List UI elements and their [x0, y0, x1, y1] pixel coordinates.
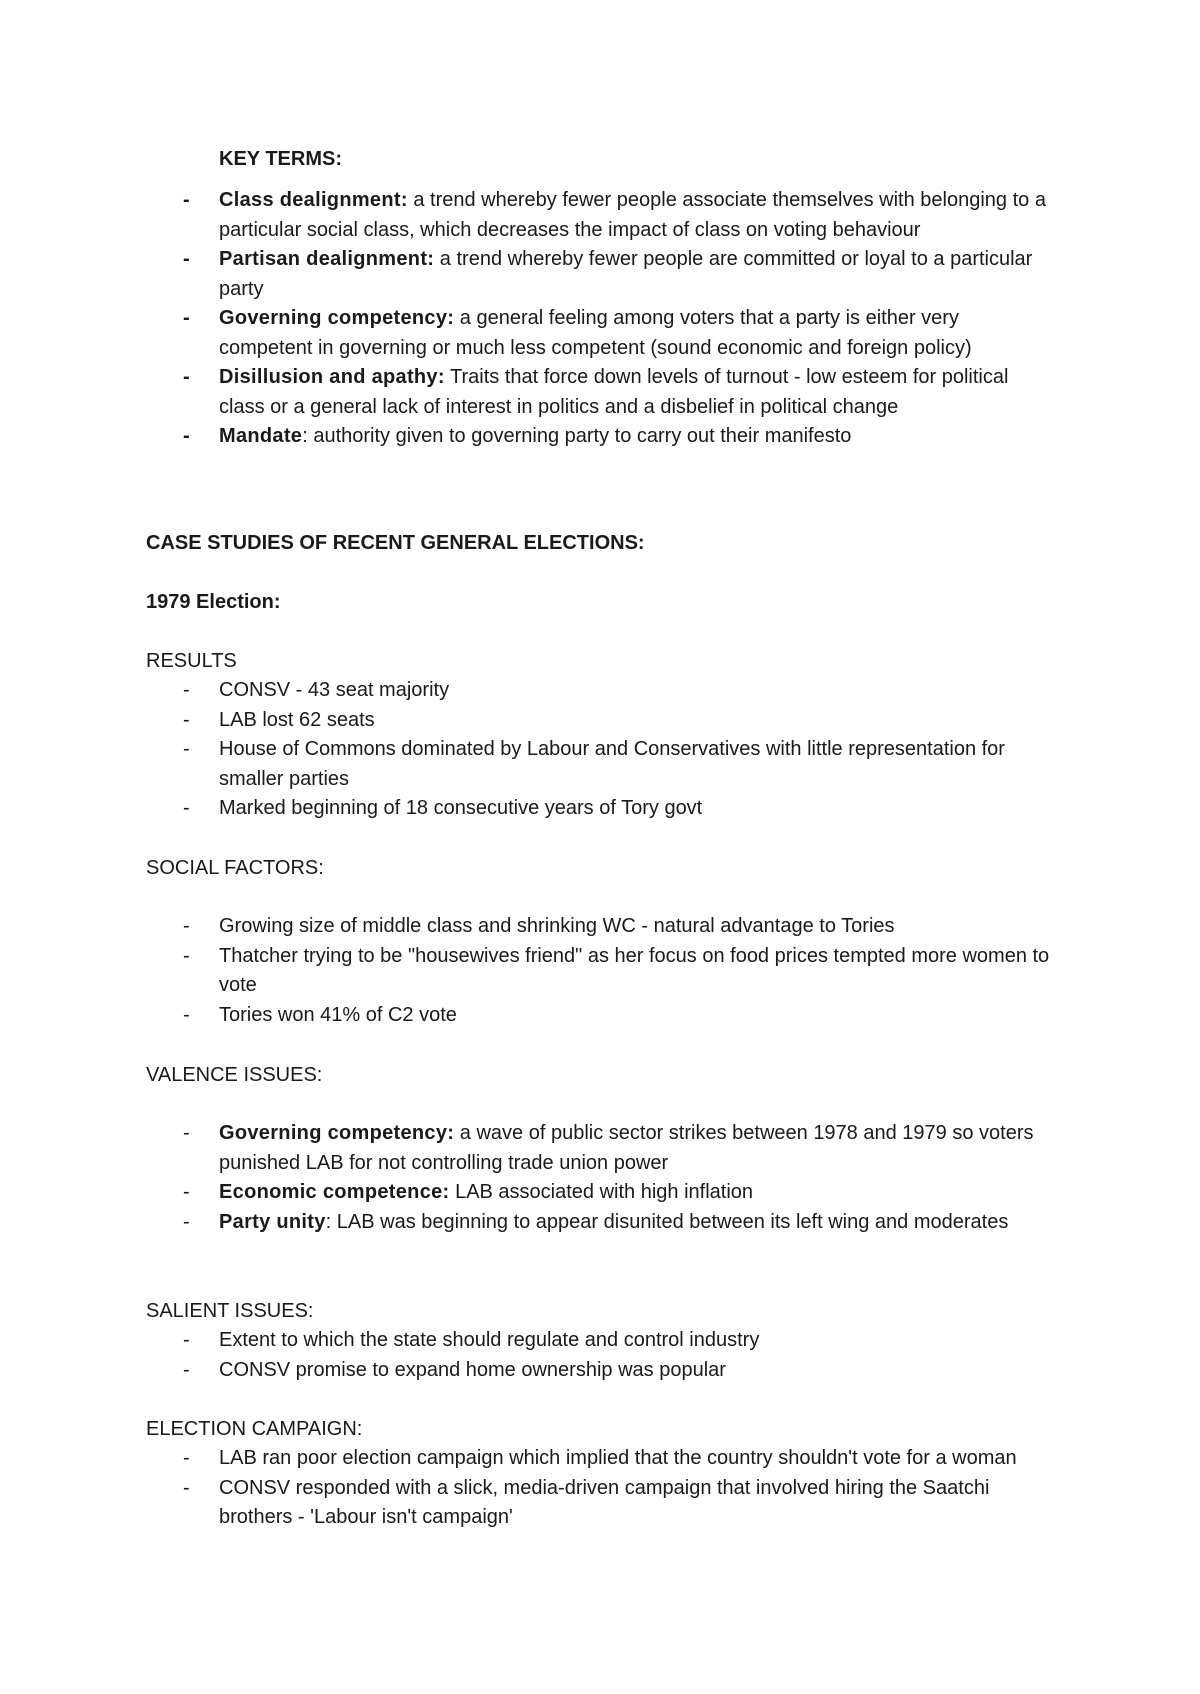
term-definition: a trend whereby fewer people associate themselves with belonging to a particular social class, which decreases the impact of class on voting behaviour: [219, 189, 1046, 241]
dash-bullet: -: [183, 738, 190, 760]
list-item: - Thatcher trying to be "housewives friend" as her focus on food prices tempted more women to vote: [0, 942, 1200, 1001]
dash-bullet: -: [183, 425, 190, 447]
results-list: [0, 676, 1200, 824]
term-definition: : authority given to governing party to carry out their manifesto: [302, 425, 852, 447]
term-definition: a trend whereby fewer people are committed or loyal to a particular party: [219, 248, 1033, 300]
term-label: Governing competency:: [219, 307, 455, 329]
dash-bullet: -: [183, 1210, 190, 1233]
dash-bullet: -: [183, 1447, 190, 1469]
results-heading: RESULTS: [146, 650, 237, 672]
dash-bullet: -: [183, 366, 190, 388]
list-item: [0, 363, 1200, 422]
term-label: Governing competency:: [219, 1122, 455, 1144]
social-factors-list: [0, 912, 1200, 1030]
dash-bullet: -: [183, 307, 190, 329]
list-item: [0, 422, 1200, 452]
list-item: - Tories won 41% of C2 vote: [0, 1001, 1200, 1031]
list-item: - LAB ran poor election campaign which implied that the country shouldn't vote for a woman: [0, 1444, 1200, 1474]
list-item: - Party unity: LAB was beginning to appear disunited between its left wing and moderates: [0, 1208, 1200, 1238]
dash-bullet: -: [183, 189, 190, 211]
social-factors-heading: SOCIAL FACTORS:: [146, 857, 324, 879]
term-label: Disillusion and apathy:: [219, 366, 445, 388]
dash-bullet: -: [183, 708, 190, 731]
list-item: - Extent to which the state should regulate and control industry: [0, 1326, 1200, 1356]
valence-issues-list: [0, 1119, 1200, 1237]
case-studies-heading: CASE STUDIES OF RECENT GENERAL ELECTIONS:: [146, 532, 645, 554]
list-item: [0, 304, 1200, 363]
list-item: - Economic competence: LAB associated with high inflation: [0, 1178, 1200, 1208]
list-item: - Marked beginning of 18 consecutive years of Tory govt: [0, 794, 1200, 824]
key-terms-list: [0, 186, 1200, 452]
term-label: Class dealignment:: [219, 189, 408, 211]
list-item: - House of Commons dominated by Labour and Conservatives with little representation for smaller parties: [0, 735, 1200, 794]
election-campaign-list: [0, 1444, 1200, 1533]
dash-bullet: -: [183, 1329, 190, 1351]
list-item: - CONSV responded with a slick, media-driven campaign that involved hiring the Saatchi brothers - 'Labour isn't campaign': [0, 1474, 1200, 1533]
dash-bullet: -: [183, 1003, 190, 1026]
term-label: Economic competence:: [219, 1181, 450, 1203]
list-item: [0, 245, 1200, 304]
valence-issues-heading: VALENCE ISSUES:: [146, 1064, 323, 1086]
dash-bullet: -: [183, 1358, 190, 1381]
dash-bullet: -: [183, 1181, 190, 1203]
dash-bullet: -: [183, 915, 190, 937]
dash-bullet: -: [183, 797, 190, 819]
salient-issues-heading: SALIENT ISSUES:: [146, 1300, 314, 1322]
election-1979-heading: 1979 Election:: [146, 591, 281, 613]
dash-bullet: -: [183, 248, 190, 270]
list-item: - LAB lost 62 seats: [0, 706, 1200, 736]
term-definition: Traits that force down levels of turnout - low esteem for political class or a general lack of interest in politics and a disbelief in political change: [219, 366, 1009, 418]
term-definition: a general feeling among voters that a party is either very competent in governing or much less competent (sound economic and foreign policy): [219, 307, 972, 359]
election-campaign-heading: ELECTION CAMPAIGN:: [146, 1418, 363, 1440]
list-item: [0, 186, 1200, 245]
key-terms-heading: KEY TERMS:: [219, 148, 342, 170]
term-label: Mandate: [219, 425, 303, 447]
salient-issues-list: [0, 1326, 1200, 1385]
list-item: - Growing size of middle class and shrinking WC - natural advantage to Tories: [0, 912, 1200, 942]
dash-bullet: -: [183, 1122, 190, 1144]
dash-bullet: -: [183, 679, 190, 701]
term-label: Partisan dealignment:: [219, 248, 435, 270]
term-label: Party unity: [219, 1210, 326, 1233]
list-item: - Governing competency: a wave of public sector strikes between 1978 and 1979 so voters punished LAB for not controlling trade union power: [0, 1119, 1200, 1178]
list-item: - CONSV promise to expand home ownership was popular: [0, 1356, 1200, 1386]
list-item: - CONSV - 43 seat majority: [0, 676, 1200, 706]
dash-bullet: -: [183, 1476, 190, 1499]
dash-bullet: -: [183, 944, 190, 967]
